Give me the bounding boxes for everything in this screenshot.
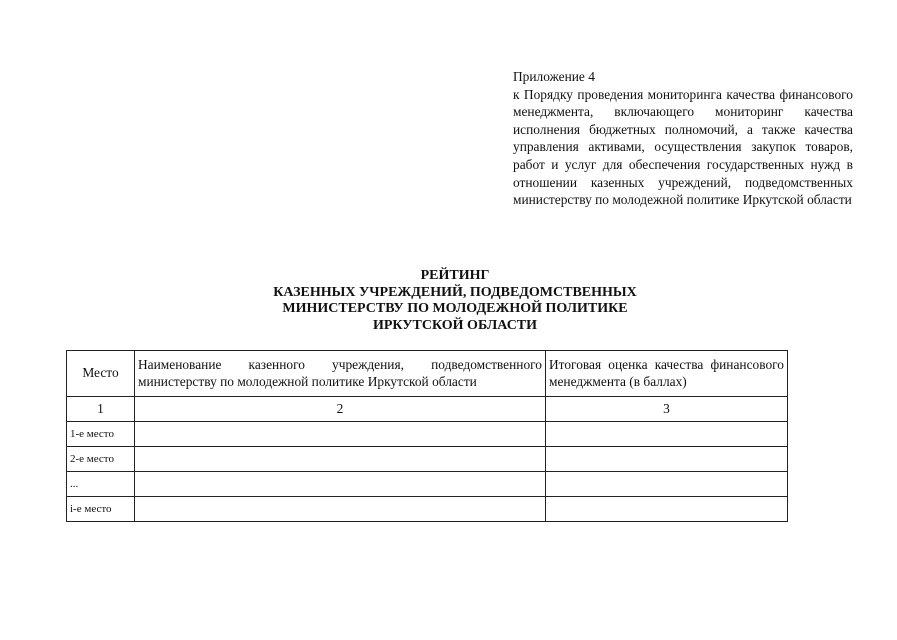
column-number-1: 1 [67, 397, 135, 422]
column-number-row [67, 397, 788, 422]
table-row [67, 472, 788, 497]
row-place: ... [67, 472, 135, 497]
appendix-block [513, 68, 853, 209]
row-institution-name [135, 447, 546, 472]
row-score [546, 497, 788, 522]
row-score [546, 472, 788, 497]
heading-line-2: КАЗЕННЫХ УЧРЕЖДЕНИЙ, ПОДВЕДОМСТВЕННЫХ [273, 284, 637, 300]
header-institution-name: Наименование казенного учреждения, подведомственного министерству по молодежной политике Иркутской области [135, 351, 546, 397]
table-row [67, 447, 788, 472]
heading-line-1: РЕЙТИНГ [420, 268, 490, 283]
appendix-text: к Порядку проведения мониторинга качества финансового менеджмента, включающего мониторинг качества исполнения бюджетных полномочий, а также качества управления активами, осуществления закупок товаров, работ и услуг для обеспечения государственных нужд в отношении казенных учреждений, подведомственных министерству по молодежной политике Иркутской области [513, 86, 853, 208]
document-heading [200, 268, 710, 334]
row-place: i-е место [67, 497, 135, 522]
row-score [546, 447, 788, 472]
table-row [67, 497, 788, 522]
row-institution-name [135, 422, 546, 447]
row-score [546, 422, 788, 447]
heading-line-4: ИРКУТСКОЙ ОБЛАСТИ [372, 317, 538, 333]
appendix-title: Приложение 4 [513, 69, 595, 84]
column-number-2: 2 [135, 397, 546, 422]
row-institution-name [135, 497, 546, 522]
header-place: Место [67, 351, 135, 397]
row-institution-name [135, 472, 546, 497]
header-final-score: Итоговая оценка качества финансового менеджмента (в баллах) [546, 351, 788, 397]
row-place: 1-е место [67, 422, 135, 447]
column-number-3: 3 [546, 397, 788, 422]
table-header-row [67, 351, 788, 397]
table-row [67, 422, 788, 447]
heading-line-3: МИНИСТЕРСТВУ ПО МОЛОДЕЖНОЙ ПОЛИТИКЕ [282, 301, 628, 316]
rating-table [66, 350, 788, 522]
row-place: 2-е место [67, 447, 135, 472]
